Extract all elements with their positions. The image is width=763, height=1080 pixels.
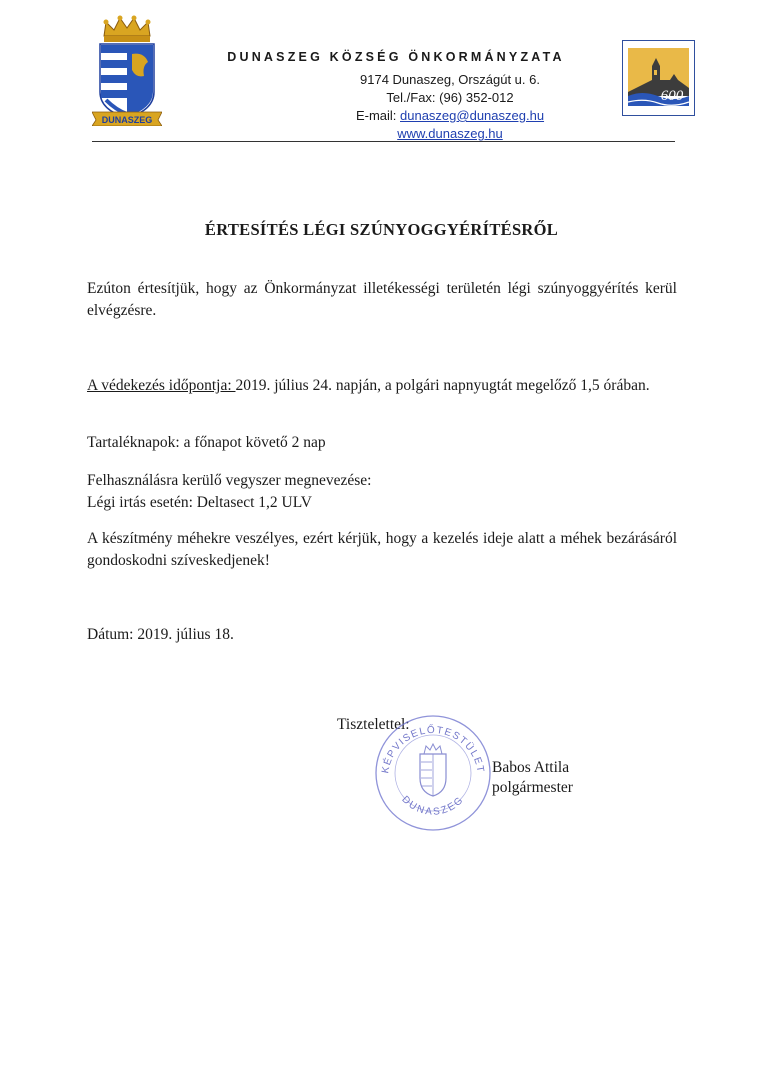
substance-label: Felhasználásra kerülő vegyszer megnevezése: [87, 472, 372, 489]
document-date: Dátum: 2019. július 18. [87, 626, 234, 643]
official-stamp [372, 712, 494, 834]
schedule-text: 2019. július 24. napján, a polgári napnyugtát megelőző 1,5 órában. [235, 377, 650, 394]
phone-line: Tel./Fax: (96) 352-012 [386, 90, 514, 105]
coat-of-arms-logo [92, 14, 162, 126]
coat-label: DUNASZEG [101, 115, 153, 125]
stamp-text-top: KÉPVISELŐTESTÜLET [380, 724, 486, 775]
greeting: Tisztelettel: [337, 716, 410, 733]
stamp-text-bottom: DUNASZEG [399, 794, 467, 818]
signature-block [492, 758, 573, 798]
header-divider [92, 141, 675, 142]
hungarian-coat-of-arms-icon [420, 744, 446, 796]
address-line: 9174 Dunaszeg, Országút u. 6. [360, 72, 540, 87]
reserve-days: Tartaléknapok: a főnapot követő 2 nap [87, 434, 326, 451]
letterhead [170, 50, 600, 143]
substance-block [87, 470, 677, 514]
schedule-label: A védekezés időpontja: [87, 377, 236, 394]
intro-paragraph: Ezúton értesítjük, hogy az Önkormányzat illetékességi területén légi szúnyoggyérítés kerül elvégzésre. [87, 280, 677, 319]
svg-text:DUNASZEG [399, 794, 466, 818]
email-line [300, 107, 600, 125]
warning-paragraph: A készítmény méhekre veszélyes, ezért kérjük, hogy a kezelés ideje alatt a méhek bezárásáról gondoskodni szíveskedjenek! [87, 530, 677, 569]
email-link[interactable]: dunaszeg@dunaszeg.hu [400, 108, 545, 123]
email-prefix: E-mail: [355, 108, 401, 123]
signer-name: Babos Attila [492, 759, 570, 776]
anniversary-badge-logo [622, 40, 695, 116]
badge-number: 600 [660, 88, 684, 104]
substance-value: Légi irtás esetén: Deltasect 1,2 ULV [87, 494, 312, 511]
document-title: ÉRTESÍTÉS LÉGI SZÚNYOGGYÉRÍTÉSRŐL [204, 220, 559, 239]
schedule-paragraph [87, 375, 677, 397]
signer-title: polgármester [492, 779, 573, 796]
website-link[interactable]: www.dunaszeg.hu [397, 126, 503, 141]
organization-name: DUNASZEG KÖZSÉG ÖNKORMÁNYZATA [227, 50, 565, 64]
